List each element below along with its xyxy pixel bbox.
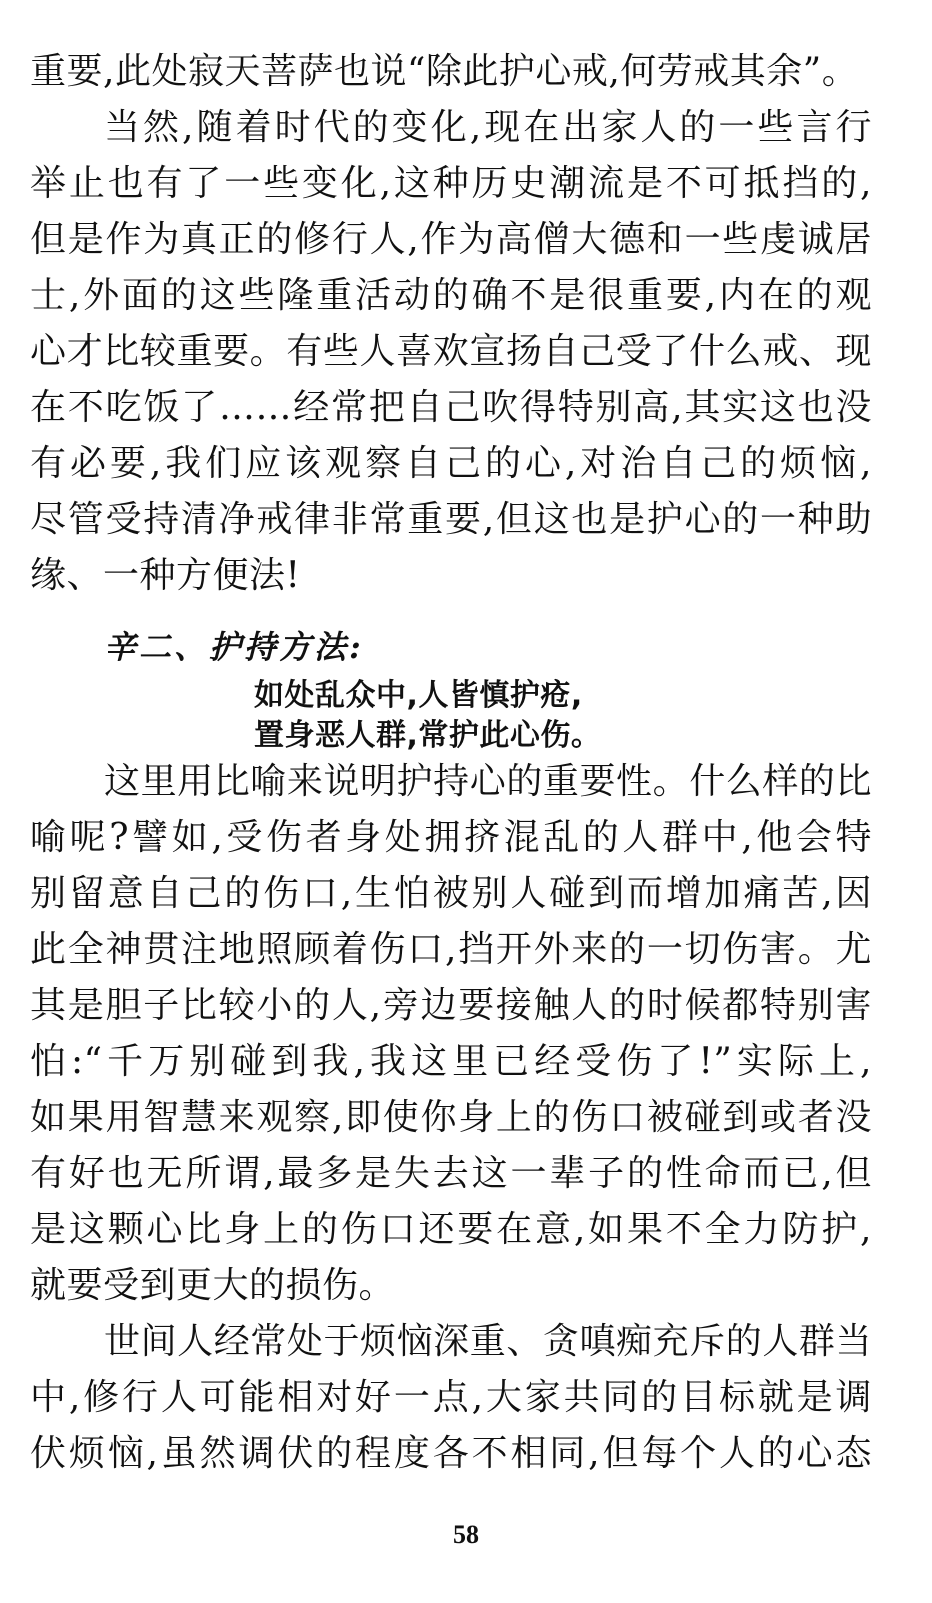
section-heading: 辛二、护持方法: (104, 628, 364, 666)
text-line: 但是作为真正的修行人,作为高僧大德和一些虔诚居 (30, 219, 872, 260)
text-line: 举止也有了一些变化,这种历史潮流是不可抵挡的, (30, 163, 872, 204)
text-line: 士,外面的这些隆重活动的确不是很重要,内在的观 (30, 275, 872, 316)
text-line: 是这颗心比身上的伤口还要在意,如果不全力防护, (30, 1209, 872, 1250)
text-line: 喻呢?譬如,受伤者身处拥挤混乱的人群中,他会特 (30, 817, 872, 858)
text-line: 别留意自己的伤口,生怕被别人碰到而增加痛苦,因 (30, 873, 872, 914)
verse-line: 如处乱众中,人皆慎护疮, (254, 678, 583, 713)
text-line: 心才比较重要。有些人喜欢宣扬自己受了什么戒、现 (30, 331, 872, 372)
text-line: 中,修行人可能相对好一点,大家共同的目标就是调 (30, 1377, 872, 1418)
text-line: 世间人经常处于烦恼深重、贪嗔痴充斥的人群当 (104, 1321, 872, 1362)
text-line: 当然,随着时代的变化,现在出家人的一些言行 (104, 107, 872, 148)
text-line: 在不吃饭了……经常把自己吹得特别高,其实这也没 (30, 387, 872, 428)
text-line: 尽管受持清净戒律非常重要,但这也是护心的一种助 (30, 499, 872, 540)
text-line: 此全神贯注地照顾着伤口,挡开外来的一切伤害。尤 (30, 929, 872, 970)
text-line: 就要受到更大的损伤。 (30, 1265, 396, 1306)
text-line: 这里用比喻来说明护持心的重要性。什么样的比 (104, 761, 872, 802)
text-line: 怕:“千万别碰到我,我这里已经受伤了!”实际上, (30, 1041, 872, 1082)
text-line: 其是胆子比较小的人,旁边要接触人的时候都特别害 (30, 985, 872, 1026)
page-number: 58 (453, 1520, 479, 1549)
text-line: 缘、一种方便法! (30, 555, 301, 596)
text-line: 伏烦恼,虽然调伏的程度各不相同,但每个人的心态 (30, 1433, 872, 1474)
text-line: 如果用智慧来观察,即使你身上的伤口被碰到或者没 (30, 1097, 872, 1138)
text-line: 重要,此处寂天菩萨也说“除此护心戒,何劳戒其余”。 (30, 51, 859, 92)
verse-line: 置身恶人群,常护此心伤。 (254, 718, 602, 753)
text-line: 有好也无所谓,最多是失去这一辈子的性命而已,但 (30, 1153, 872, 1194)
text-line: 有必要,我们应该观察自己的心,对治自己的烦恼, (30, 443, 872, 484)
